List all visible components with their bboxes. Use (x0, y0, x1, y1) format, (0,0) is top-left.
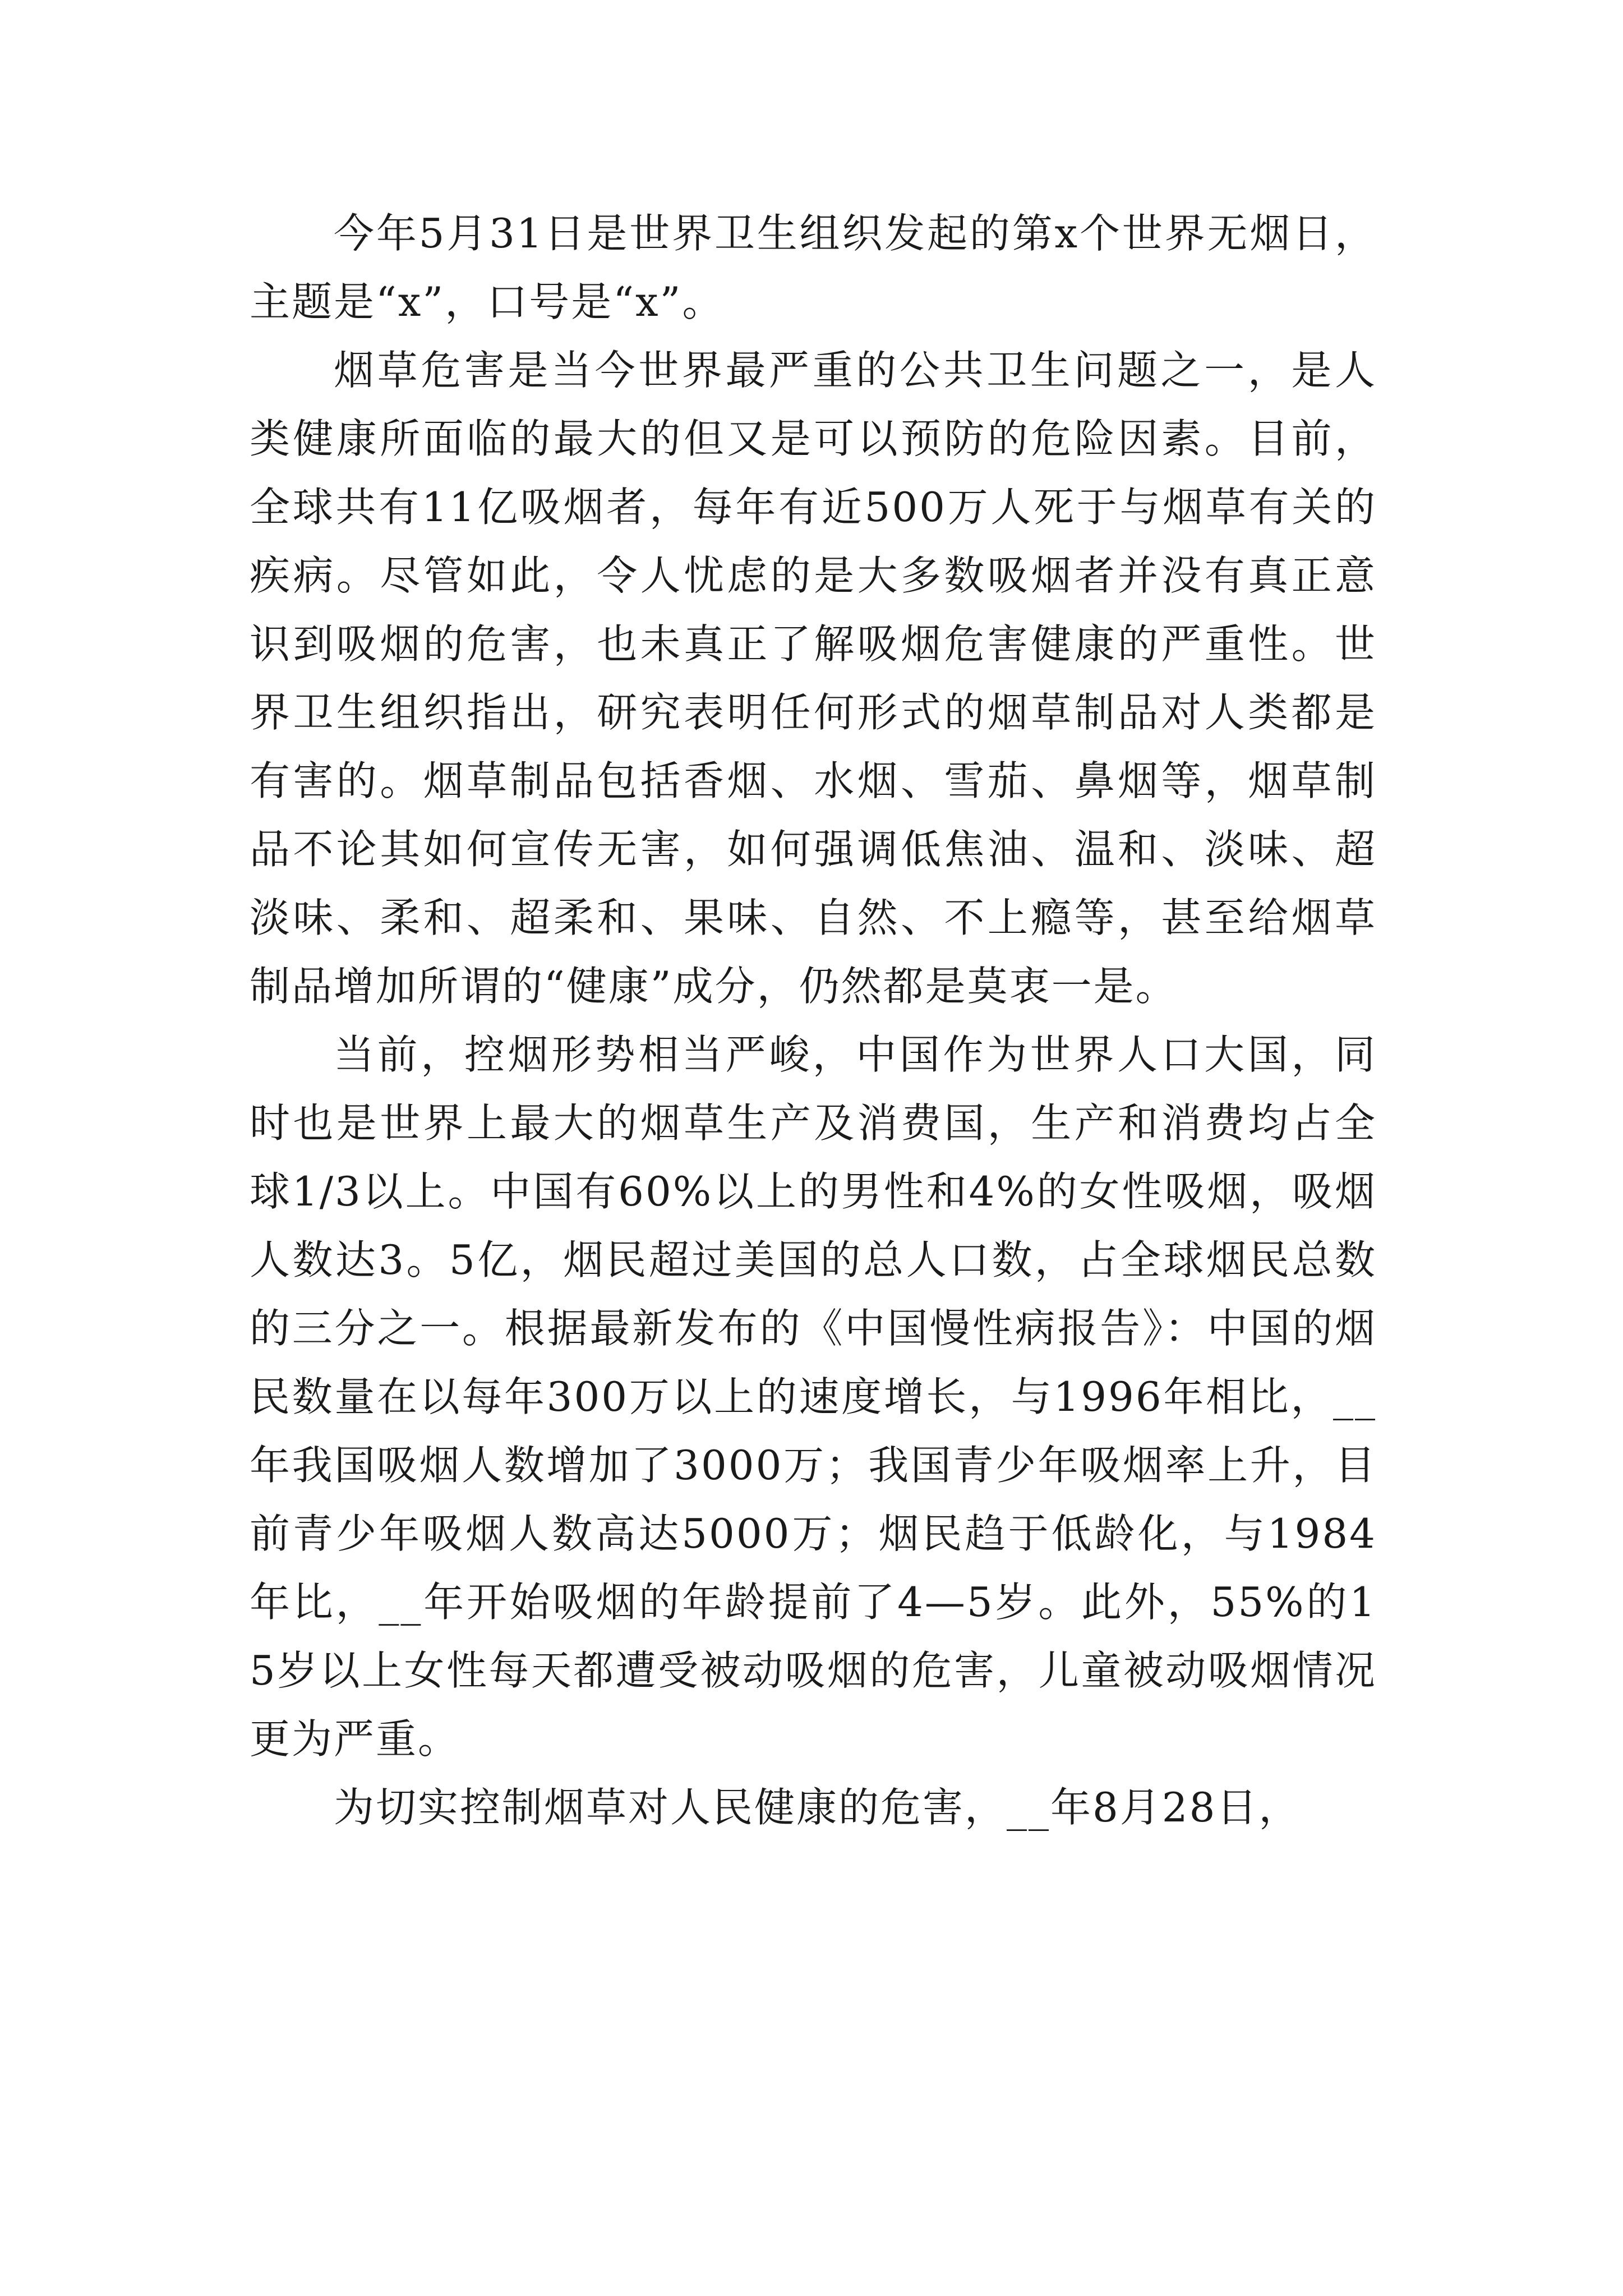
document-body (250, 199, 1377, 1842)
paragraph-4: 为切实控制烟草对人民健康的危害，__年8月28日， (334, 1784, 1301, 1831)
paragraph-3: 当前，控烟形势相当严峻，中国作为世界人口大国，同时也是世界上最大的烟草生产及消费国，生产和消费均占全球1/3以上。中国有60%以上的男性和4%的女性吸烟，吸烟人数达3。5亿，烟民超过美国的总人口数，占全球烟民总数的三分之一。根据最新发布的《中国慢性病报告》：中国的烟民数量在以每年300万以上的速度增长，与1996年相比，__年我国吸烟人数增加了3000万；我国青少年吸烟率上升，目前青少年吸烟人数高达5000万；烟民趋于低龄化，与1984年比，__年开始吸烟的年龄提前了4—5岁。此外，55%的15岁以上女性每天都遭受被动吸烟的危害，儿童被动吸烟情况更为严重。 (250, 1031, 1377, 1763)
paragraph-1: 今年5月31日是世界卫生组织发起的第x个世界无烟日，主题是“x”，口号是“x”。 (250, 210, 1377, 325)
paragraph-2: 烟草危害是当今世界最严重的公共卫生问题之一，是人类健康所面临的最大的但又是可以预防的危险因素。目前，全球共有11亿吸烟者，每年有近500万人死于与烟草有关的疾病。尽管如此，令人忧虑的是大多数吸烟者并没有真正意识到吸烟的危害，也未真正了解吸烟危害健康的严重性。世界卫生组织指出，研究表明任何形式的烟草制品对人类都是有害的。烟草制品包括香烟、水烟、雪茄、鼻烟等，烟草制品不论其如何宣传无害，如何强调低焦油、温和、淡味、超淡味、柔和、超柔和、果味、自然、不上瘾等，甚至给烟草制品增加所谓的“健康”成分，仍然都是莫衷一是。 (250, 347, 1377, 1010)
